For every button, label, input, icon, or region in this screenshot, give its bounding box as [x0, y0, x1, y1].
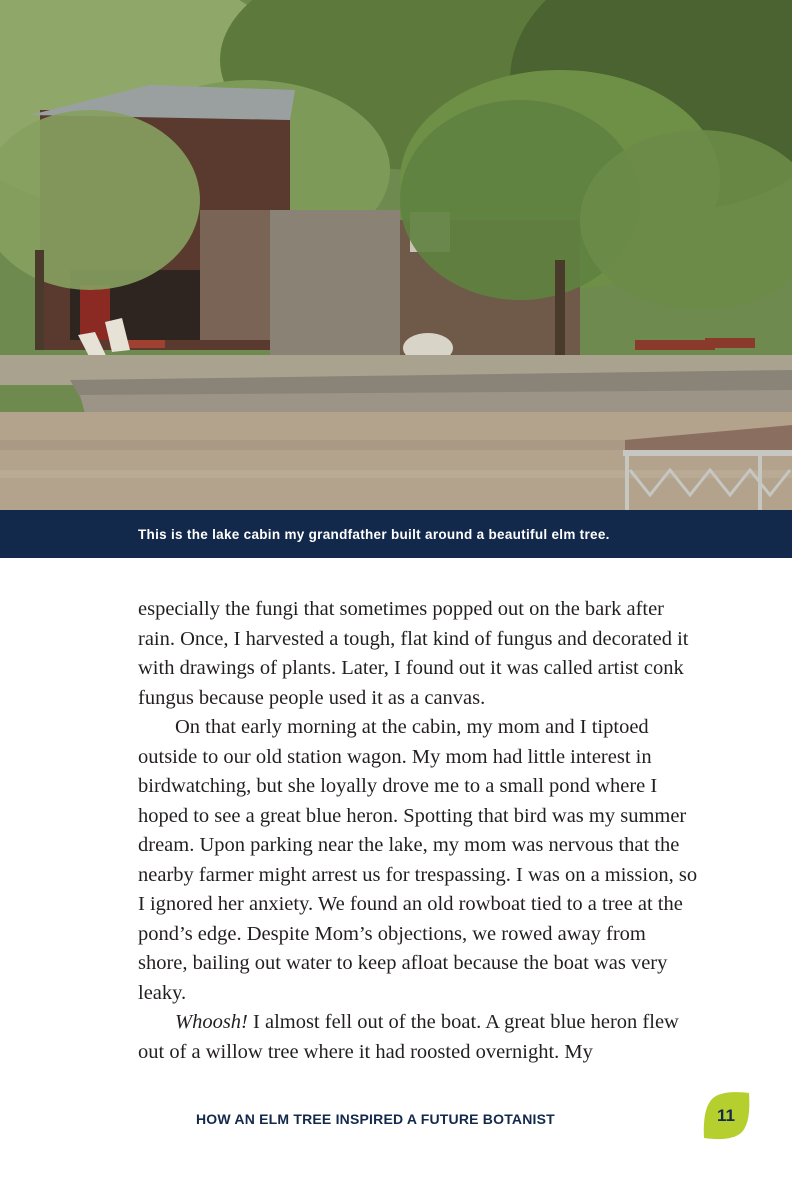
page-number: 11 [717, 1106, 735, 1125]
running-footer-title: HOW AN ELM TREE INSPIRED A FUTURE BOTANIST [196, 1111, 555, 1127]
photo-caption: This is the lake cabin my grandfather built around a beautiful elm tree. [138, 526, 610, 542]
paragraph-3-italic: Whoosh! [175, 1011, 248, 1033]
lake-cabin-photo [0, 0, 792, 510]
page-number-badge [700, 1090, 752, 1142]
body-text [138, 595, 698, 1067]
photo-caption-bar [0, 510, 792, 558]
paragraph-2: On that early morning at the cabin, my mom and I tiptoed outside to our old station wagon. My mom had little interest in birdwatching, but she loyally drove me to a small pond where I hoped to see a great blue heron. Spotting that bird was my summer dream. Upon parking near the lake, my mom was nervous that the nearby farmer might arrest us for trespassing. I was on a mission, so I ignored her anxiety. We found an old rowboat tied to a tree at the pond’s edge. Despite Mom’s objections, we rowed away from shore, bailing out water to keep afloat because the boat was very leaky. [138, 716, 698, 1004]
paragraph-3 [138, 1008, 698, 1067]
paragraph-1: especially the fungi that sometimes popped out on the bark after rain. Once, I harvested a tough, flat kind of fungus and decorated it with drawings of plants. Later, I found out it was called artist conk fungus because people used it as a canvas. [138, 598, 689, 709]
paragraph-3-rest: I almost fell out of the boat. A great blue heron flew out of a willow tree where it had roosted overnight. My [138, 1011, 679, 1063]
